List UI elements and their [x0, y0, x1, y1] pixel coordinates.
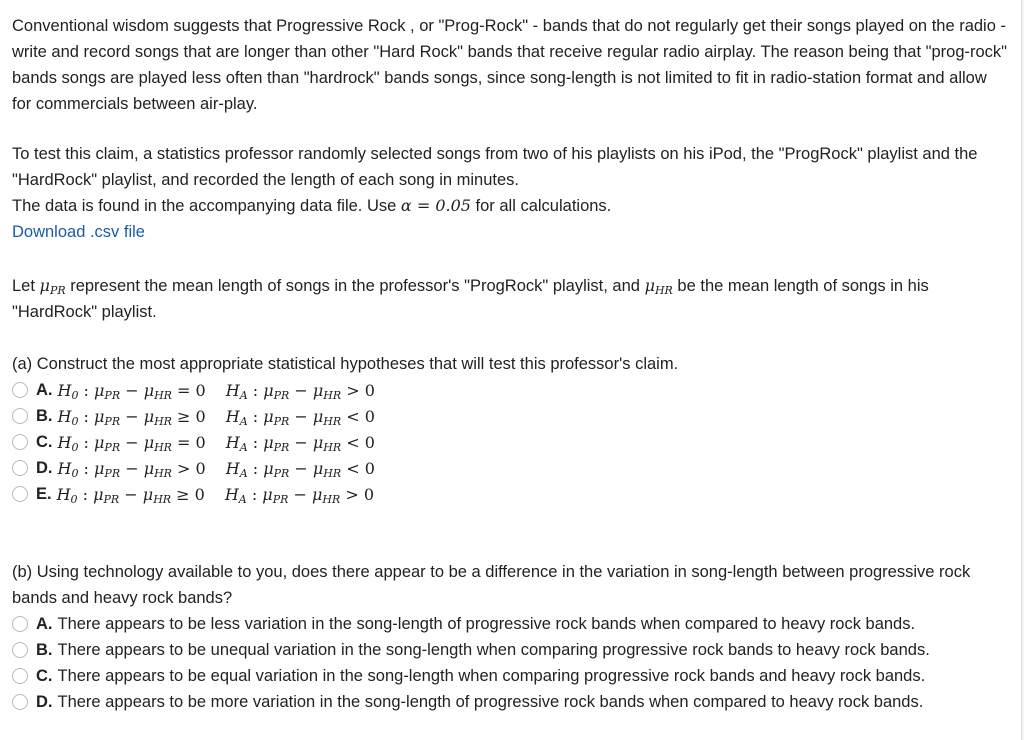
mu-pr: $\mu_{PR}$ [39, 276, 66, 297]
option-letter: C. [36, 432, 53, 451]
alpha-value: = 0.05 [411, 196, 471, 215]
option-b-d[interactable] [12, 689, 1009, 715]
alternative-hypothesis: $H_A$ : $\mu_{PR} - \mu_{HR} < 0$ [225, 458, 375, 480]
option-b-b[interactable] [12, 637, 1009, 663]
null-hypothesis: $H_0$ : $\mu_{PR} - \mu_{HR} = 0$ [57, 380, 206, 402]
option-text: There appears to be more variation in the song-length of progressive rock bands when compared to heavy rock bands. [57, 692, 924, 711]
option-letter: A. [36, 380, 53, 399]
definition-mid: represent the mean length of songs in the professor's "ProgRock" playlist, and [65, 277, 640, 295]
option-b-c[interactable] [12, 663, 1009, 689]
option-letter: A. [36, 614, 53, 633]
radio-button[interactable] [12, 616, 28, 632]
option-letter: D. [36, 692, 53, 711]
hypotheses [58, 459, 375, 478]
radio-button[interactable] [12, 408, 28, 424]
option-a-c[interactable] [12, 429, 1009, 455]
radio-button[interactable] [12, 382, 28, 398]
alternative-hypothesis: $H_A$ : $\mu_{PR} - \mu_{HR} > 0$ [224, 484, 375, 506]
radio-button[interactable] [12, 668, 28, 684]
option-a-b[interactable] [12, 403, 1009, 429]
alpha-text-post: for all calculations. [470, 197, 612, 215]
radio-button[interactable] [12, 434, 28, 450]
part-a-prompt: (a) Construct the most appropriate statistical hypotheses that will test this professor's claim. [12, 355, 679, 373]
part-a-options [12, 377, 1009, 507]
option-a-a[interactable] [12, 377, 1009, 403]
hypotheses [58, 433, 375, 452]
part-b-prompt: (b) Using technology available to you, does there appear to be a difference in the variation in song-length between progressive rock bands and heavy rock bands? [12, 563, 971, 607]
radio-button[interactable] [12, 460, 28, 476]
option-letter: B. [36, 640, 53, 659]
radio-button[interactable] [12, 486, 28, 502]
alpha-text-pre: The data is found in the accompanying data file. Use [12, 197, 397, 215]
intro-paragraph: Conventional wisdom suggests that Progressive Rock , or "Prog-Rock" - bands that do not regularly get their songs played on the radio - write and record songs that are longer than other "Hard Rock" bands that receive regular radio airplay. The reason being that "prog-rock" bands songs are played less often than "hardrock" bands songs, since song-length is not limited to fit in radio-station format and allow for commercials between air-play. [12, 17, 1008, 113]
alternative-hypothesis: $H_A$ : $\mu_{PR} - \mu_{HR} < 0$ [225, 432, 375, 454]
download-csv-link[interactable]: Download .csv file [12, 223, 145, 241]
null-hypothesis: $H_0$ : $\mu_{PR} - \mu_{HR} = 0$ [57, 432, 206, 454]
radio-button[interactable] [12, 694, 28, 710]
method-text: To test this claim, a statistics professor randomly selected songs from two of his playlists on his iPod, the "ProgRock" playlist and the "HardRock" playlist, and recorded the length of each song in minutes. [12, 145, 978, 189]
hypotheses [58, 407, 375, 426]
option-letter: B. [36, 406, 53, 425]
option-letter: C. [36, 666, 53, 685]
alpha-symbol: α [400, 196, 412, 215]
option-a-e[interactable] [12, 481, 1009, 507]
option-a-d[interactable] [12, 455, 1009, 481]
option-text: There appears to be less variation in the song-length of progressive rock bands when compared to heavy rock bands. [57, 614, 916, 633]
option-b-a[interactable] [12, 611, 1009, 637]
option-text: There appears to be unequal variation in the song-length when comparing progressive rock bands to heavy rock bands. [57, 640, 930, 659]
definition-pre: Let [12, 277, 35, 295]
option-text: There appears to be equal variation in the song-length when comparing progressive rock bands and heavy rock bands. [57, 666, 926, 685]
null-hypothesis: $H_0$ : $\mu_{PR} - \mu_{HR} > 0$ [57, 458, 206, 480]
alpha-sentence [12, 193, 1009, 219]
option-letter: E. [36, 484, 52, 503]
definition-post: be the mean length of songs in his "HardRock" playlist. [12, 277, 929, 321]
null-hypothesis: $H_0$ : $\mu_{PR} - \mu_{HR} \ge 0$ [56, 484, 205, 506]
part-b-options [12, 611, 1009, 715]
null-hypothesis: $H_0$ : $\mu_{PR} - \mu_{HR} \ge 0$ [57, 406, 206, 428]
hypotheses [58, 381, 375, 400]
method-paragraph [12, 141, 1009, 245]
definition-paragraph [12, 273, 1009, 325]
alternative-hypothesis: $H_A$ : $\mu_{PR} - \mu_{HR} > 0$ [225, 380, 375, 402]
hypotheses [57, 485, 374, 504]
option-letter: D. [36, 458, 53, 477]
radio-button[interactable] [12, 642, 28, 658]
alternative-hypothesis: $H_A$ : $\mu_{PR} - \mu_{HR} < 0$ [225, 406, 375, 428]
mu-hr: $\mu_{HR}$ [644, 276, 673, 297]
